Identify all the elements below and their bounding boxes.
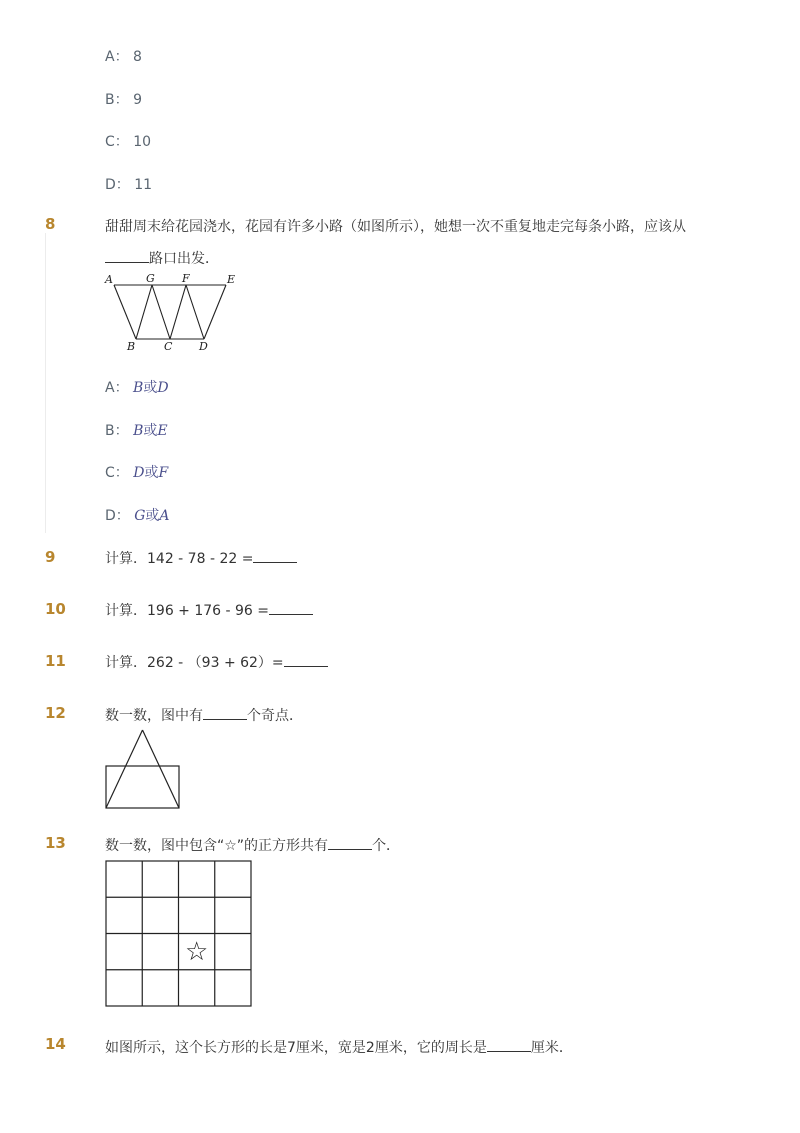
q13-text: 数一数，图中包含“☆”的正方形共有 个． <box>105 838 401 854</box>
label-g: G <box>146 272 155 285</box>
label-b: B <box>127 340 136 353</box>
label-d: D <box>199 340 208 353</box>
q9-text: 计算．142 - 78 - 22 = <box>105 548 297 568</box>
q7-option-d[interactable]: D： 11 <box>105 177 153 193</box>
question-number-12: 12 <box>45 704 66 722</box>
label-e: E <box>227 273 236 286</box>
left-rule <box>45 233 46 533</box>
q7-option-c[interactable]: C： 10 <box>105 134 152 150</box>
star-icon: ☆ <box>184 937 209 967</box>
question-number-14: 14 <box>45 1035 66 1053</box>
q11-answer-blank[interactable] <box>284 654 328 667</box>
odd-points-figure <box>104 728 184 812</box>
q10-text: 计算．196 + 176 - 96 = <box>105 600 313 620</box>
q13-answer-blank[interactable] <box>328 837 372 850</box>
q8-text-line2: 路口出发． <box>105 248 219 268</box>
label-c: C <box>164 340 173 353</box>
question-number-8: 8 <box>45 215 56 233</box>
q9-answer-blank[interactable] <box>253 550 297 563</box>
q8-option-d[interactable]: D： G或A <box>105 508 170 524</box>
q14-text: 如图所示，这个长方形的长是7厘米，宽是2厘米，它的周长是 厘米． <box>105 1040 573 1056</box>
label-a: A <box>105 273 113 286</box>
q8-option-a[interactable]: A： B或D <box>105 380 169 396</box>
q8-text-line1: 甜甜周末给花园浇水，花园有许多小路（如图所示），她想一次不重复地走完每条小路，应该从 <box>105 219 686 235</box>
question-number-13: 13 <box>45 834 66 852</box>
question-number-9: 9 <box>45 548 56 566</box>
q7-option-a[interactable]: A： 8 <box>105 49 142 65</box>
q7-option-b[interactable]: B： 9 <box>105 92 142 108</box>
q8-answer-blank[interactable] <box>105 250 149 263</box>
q14-answer-blank[interactable] <box>487 1039 531 1052</box>
q8-option-b[interactable]: B： B或E <box>105 423 168 439</box>
garden-paths-figure <box>100 268 245 356</box>
q12-answer-blank[interactable] <box>203 707 247 720</box>
question-number-11: 11 <box>45 652 66 670</box>
q12-text: 数一数，图中有 个奇点． <box>105 708 303 724</box>
star-grid-figure <box>104 859 254 1009</box>
question-number-10: 10 <box>45 600 66 618</box>
q11-text: 计算．262 - （93 + 62）= <box>105 652 328 672</box>
q8-option-c[interactable]: C： D或F <box>105 465 169 481</box>
label-f: F <box>182 272 190 285</box>
q10-answer-blank[interactable] <box>269 602 313 615</box>
